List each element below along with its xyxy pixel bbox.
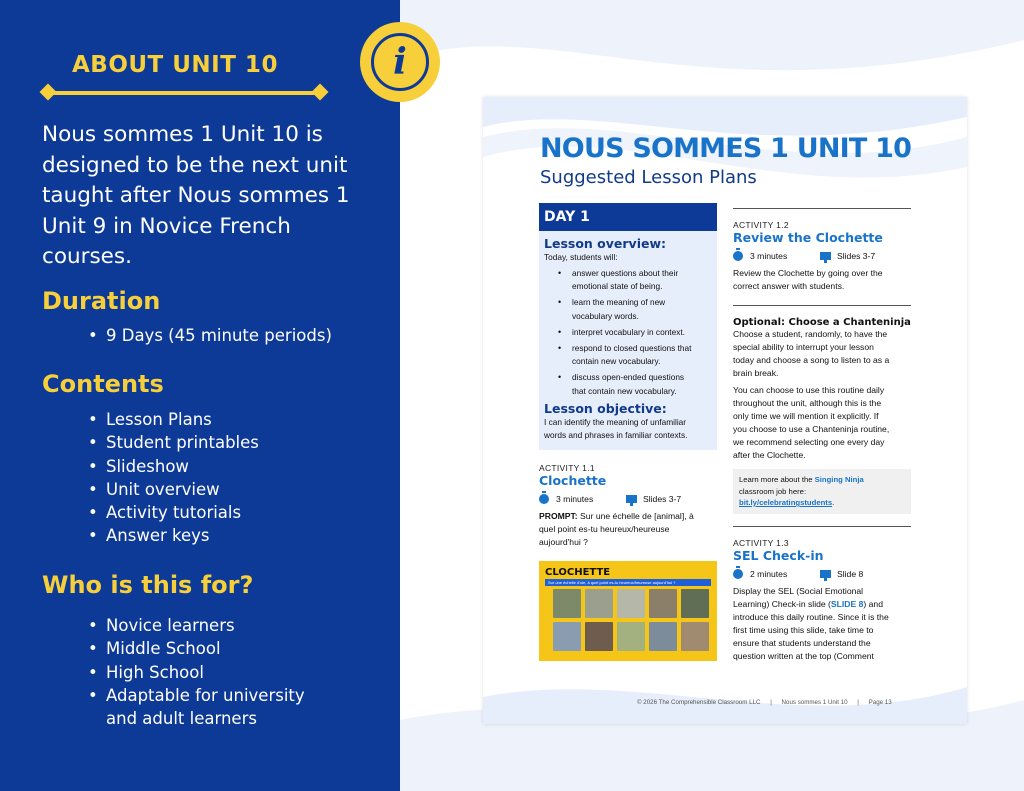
list-item <box>544 326 713 339</box>
objective-text <box>544 416 713 442</box>
goose-photo <box>617 622 645 651</box>
activity-meta <box>539 494 717 504</box>
goose-photo <box>649 589 677 618</box>
duration-heading: Duration <box>42 287 161 315</box>
line: special ability to interrupt your lesson <box>733 342 874 352</box>
list-item: • Activity tutorials <box>88 501 259 524</box>
line: Sur une échelle de [animal], à <box>577 510 694 521</box>
note-text: Learn more about the <box>739 475 815 484</box>
optional-paragraph-2 <box>733 384 911 462</box>
intro-line: courses. <box>42 244 132 269</box>
line: emotional state of being. <box>572 281 663 292</box>
list-item: • Student printables <box>88 431 259 454</box>
who-heading: Who is this for? <box>42 571 254 599</box>
line: You can choose to use this routine daily <box>733 385 885 395</box>
activity-time: 3 minutes <box>750 251 788 261</box>
intro-text <box>42 120 382 273</box>
lesson-plan-page <box>483 97 967 724</box>
line: learn the meaning of new <box>572 297 666 308</box>
line: words and phrases in familiar contexts. <box>544 429 688 440</box>
divider <box>733 208 911 209</box>
line: ensure that students understand the <box>733 637 871 648</box>
lesson-overview-box <box>539 231 717 450</box>
line: answer questions about their <box>572 268 679 278</box>
presentation-icon <box>820 252 831 260</box>
line: you choose to use a Chanteninja routine, <box>733 424 890 434</box>
stopwatch-icon <box>733 251 743 261</box>
line: correct answer with students. <box>733 281 845 291</box>
duration-list <box>88 324 332 347</box>
list-item-continuation <box>88 707 305 730</box>
stopwatch-icon <box>733 569 743 579</box>
activity-title: Review the Clochette <box>733 230 883 245</box>
activity-time: 2 minutes <box>750 568 788 579</box>
list-item: • Middle School <box>88 637 305 660</box>
activity-meta <box>733 251 911 261</box>
line: today and choose a song to listen to as a <box>733 355 890 365</box>
objective-heading: Lesson objective: <box>544 400 667 416</box>
line: introduce this daily routine. Since it is the <box>733 611 889 622</box>
day-label: DAY 1 <box>539 203 717 231</box>
slide-8-link[interactable]: SLIDE 8 <box>830 598 864 609</box>
line: Display the SEL (Social Emotional <box>733 585 864 596</box>
line: contain new vocabulary. <box>572 356 661 367</box>
footer-page-number: Page 13 <box>868 699 892 706</box>
list-item <box>544 342 713 368</box>
divider <box>733 526 911 527</box>
activity-slides: Slide 8 <box>837 568 864 579</box>
activity-meta <box>733 569 911 579</box>
contents-list <box>88 408 259 548</box>
line: interpret vocabulary in context. <box>572 326 685 337</box>
line: after the Clochette. <box>733 450 806 460</box>
line: brain break. <box>733 368 779 378</box>
page-title: NOUS SOMMES 1 UNIT 10 <box>540 133 912 164</box>
page-subtitle: Suggested Lesson Plans <box>540 167 757 188</box>
line: vocabulary words. <box>572 310 639 321</box>
list-item: • Adaptable for university <box>88 684 305 707</box>
line: question written at the top (Comment <box>733 650 874 661</box>
activity-title: SEL Check-in <box>733 547 824 563</box>
slide-title: CLOCHETTE <box>545 566 611 578</box>
list-item: • Answer keys <box>88 524 259 547</box>
list-item: • Slideshow <box>88 455 259 478</box>
activity-1-1 <box>539 463 717 661</box>
line: discuss open-ended questions <box>572 372 685 383</box>
list-item <box>544 296 713 322</box>
right-column <box>733 203 911 663</box>
contents-heading: Contents <box>42 370 164 398</box>
prompt-label: PROMPT: <box>539 510 578 521</box>
footer-copyright: © 2026 The Comprehensible Classroom LLC <box>637 699 761 706</box>
left-column <box>539 203 717 661</box>
goose-photo <box>681 622 709 651</box>
activity-slides: Slides 3-7 <box>837 251 876 261</box>
intro-line: Nous sommes 1 Unit 10 is <box>42 122 323 147</box>
goose-photo <box>585 622 613 651</box>
stopwatch-icon <box>539 494 549 504</box>
info-icon <box>360 22 440 102</box>
optional-chanteninja <box>733 317 911 514</box>
note-text: classroom job here: <box>739 486 807 496</box>
slide-prompt: Sur une échelle d'oie, à quel point es-tu heureux/heureuse aujourd'hui ? <box>545 579 711 586</box>
overview-list <box>544 267 713 398</box>
presentation-icon <box>626 495 637 503</box>
line <box>733 598 911 611</box>
intro-line: designed to be the next unit <box>42 152 348 178</box>
activity-text <box>733 585 911 663</box>
line: first time using this slide, take time to <box>733 624 874 635</box>
celebrating-students-link[interactable]: bit.ly/celebratingstudents <box>739 498 833 507</box>
footer-separator: | <box>857 699 859 706</box>
about-title: ABOUT UNIT 10 <box>72 52 278 78</box>
activity-1-2 <box>733 220 911 293</box>
intro-line: Unit 9 in Novice French <box>42 213 291 239</box>
footer-separator: | <box>770 699 772 706</box>
goose-photo <box>649 622 677 651</box>
line: quel point es-tu heureux/heureuse <box>539 523 670 534</box>
list-item: • Novice learners <box>88 614 305 637</box>
text: ) and <box>863 598 883 609</box>
activity-prompt <box>539 510 717 549</box>
list-item: • High School <box>88 661 305 684</box>
activity-text <box>733 267 911 293</box>
presentation-icon <box>820 570 831 578</box>
title-divider <box>46 91 322 95</box>
line: respond to closed questions that <box>572 343 692 354</box>
line: that contain new vocabulary. <box>572 385 677 396</box>
left-panel <box>0 0 400 791</box>
line: I can identify the meaning of unfamiliar <box>544 416 687 427</box>
list-item: • Unit overview <box>88 478 259 501</box>
line: Choose a student, randomly, to have the <box>733 329 888 339</box>
optional-title: Optional: Choose a Chanteninja <box>733 317 911 328</box>
page-footer <box>633 699 896 706</box>
overview-intro: Today, students will: <box>544 252 618 262</box>
line: only time we will mention it explicitly. If <box>733 411 879 421</box>
list-item-continuation-text: and adult learners <box>106 709 257 729</box>
note-text: . <box>832 498 835 507</box>
learn-more-note <box>733 469 911 514</box>
activity-label: ACTIVITY 1.2 <box>733 220 789 230</box>
goose-photo <box>553 622 581 651</box>
line: throughout the unit, although this is the <box>733 398 882 408</box>
list-item: • 9 Days (45 minute periods) <box>88 324 332 347</box>
line: Review the Clochette by going over the <box>733 268 883 278</box>
singing-ninja-link[interactable]: Singing Ninja <box>814 475 864 484</box>
activity-slides: Slides 3-7 <box>643 493 682 504</box>
activity-1-3 <box>733 538 911 663</box>
info-icon-glyph: i <box>371 33 429 91</box>
divider <box>733 305 911 306</box>
footer-unit: Nous sommes 1 Unit 10 <box>781 699 848 706</box>
text: Learning) Check-in slide ( <box>733 598 831 609</box>
line: aujourd'hui ? <box>539 536 588 547</box>
goose-photo <box>681 589 709 618</box>
goose-photo-grid <box>553 589 711 651</box>
clochette-slide-image <box>539 561 717 661</box>
optional-paragraph-1 <box>733 328 911 380</box>
list-item <box>544 371 713 397</box>
activity-label: ACTIVITY 1.1 <box>539 462 595 473</box>
line: we recommend selecting one every day <box>733 437 885 447</box>
who-list <box>88 614 305 730</box>
list-item: • Lesson Plans <box>88 408 259 431</box>
intro-line: taught after Nous sommes 1 <box>42 183 350 208</box>
goose-photo <box>617 589 645 618</box>
activity-title: Clochette <box>539 472 607 488</box>
goose-photo <box>553 589 581 618</box>
overview-heading: Lesson overview: <box>544 236 666 251</box>
activity-label: ACTIVITY 1.3 <box>733 537 789 548</box>
activity-time: 3 minutes <box>556 493 594 504</box>
goose-photo <box>585 589 613 618</box>
list-item <box>544 267 713 293</box>
